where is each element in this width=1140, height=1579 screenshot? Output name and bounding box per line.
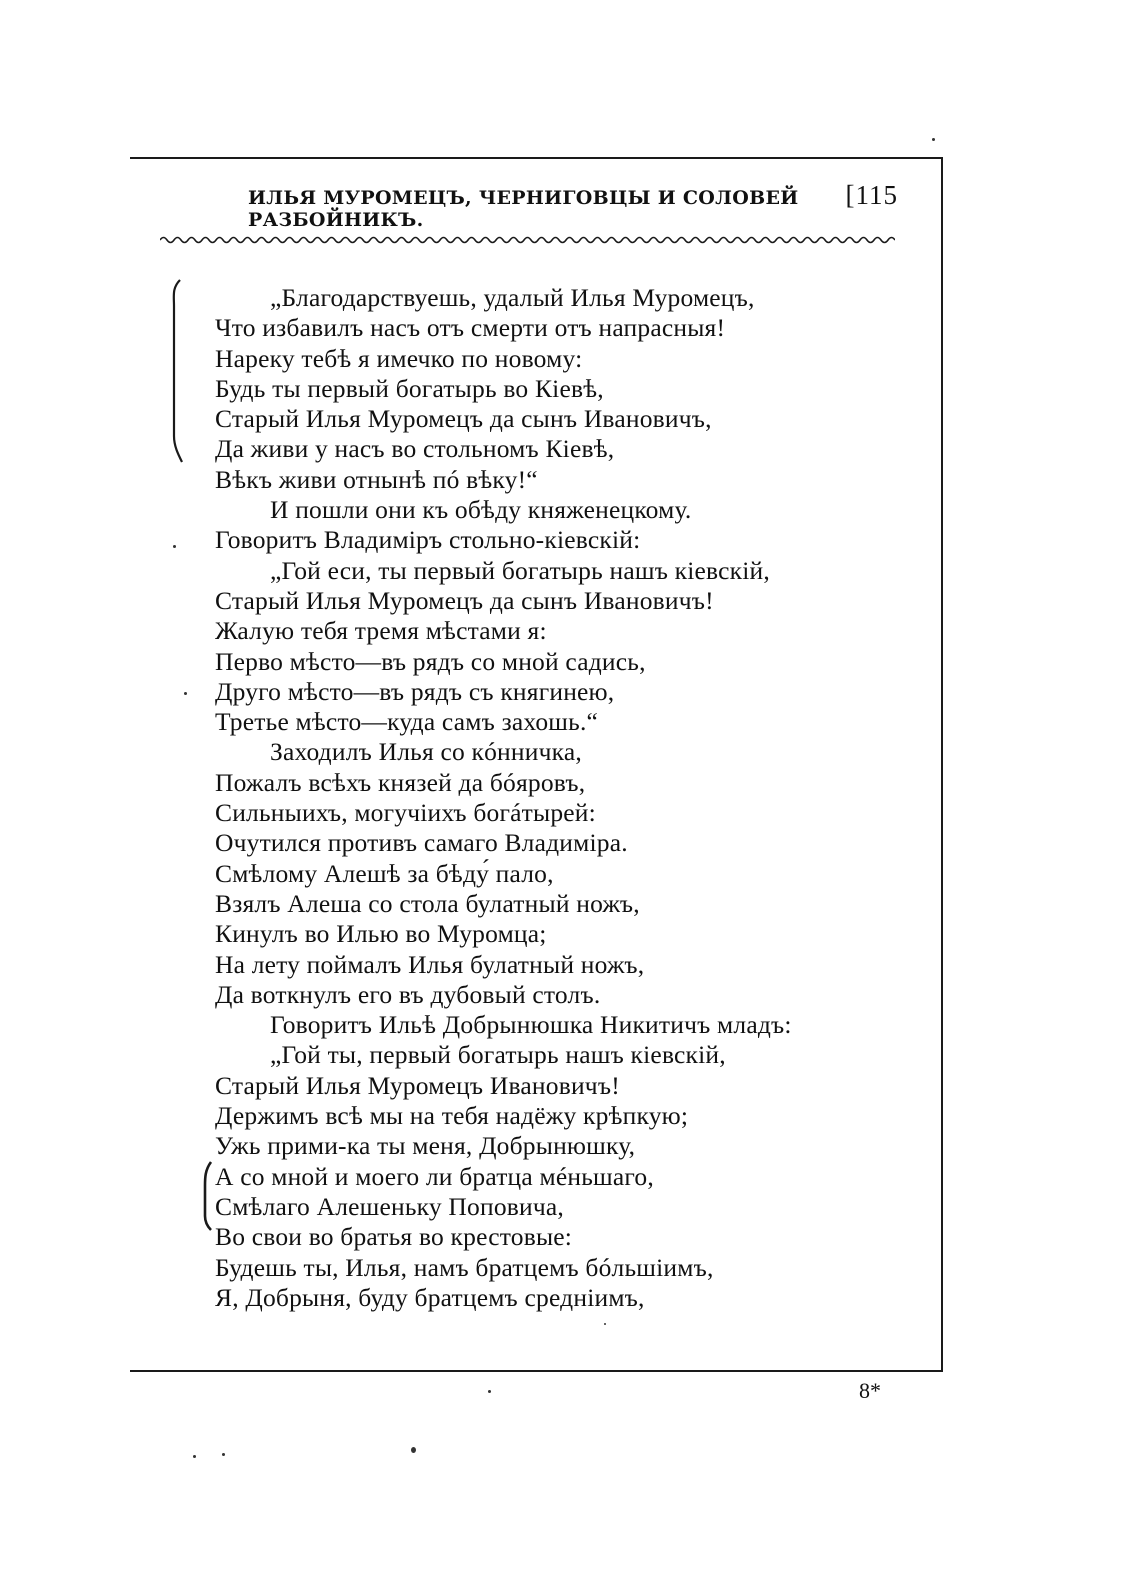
poem-text bbox=[215, 283, 915, 1313]
text-line: Старый Илья Муромецъ Ивановичъ! bbox=[215, 1070, 620, 1100]
running-head bbox=[248, 180, 898, 231]
text-line: Я, Добрыня, буду братцемъ среднiимъ, bbox=[215, 1282, 645, 1312]
text-line: Пожалъ всѣхъ князей да бóяровъ, bbox=[215, 767, 586, 797]
text-line: Друго мѣсто—въ рядъ съ княгинею, bbox=[215, 676, 615, 706]
text-line: Ужь прими-ка ты меня, Добрынюшку, bbox=[215, 1131, 636, 1161]
text-line: На лету поймалъ Илья булатный ножъ, bbox=[215, 949, 645, 979]
signature-mark: 8* bbox=[859, 1378, 881, 1403]
speck bbox=[604, 1323, 606, 1325]
right-rule bbox=[941, 157, 943, 1370]
text-line: Да живи у насъ во стольномъ Кiевѣ, bbox=[215, 434, 615, 464]
text-line: Будь ты первый богатырь во Кiевѣ, bbox=[215, 373, 604, 403]
text-line: Смѣлаго Алешеньку Поповича, bbox=[215, 1191, 564, 1221]
page-number: [115 bbox=[845, 180, 898, 210]
text-line: Будешь ты, Илья, намъ братцемъ бóльшiимъ, bbox=[215, 1252, 714, 1282]
text-line: Заходилъ Илья со кóнничка, bbox=[270, 737, 582, 767]
text-line: Кинулъ во Илью во Муромца; bbox=[215, 919, 547, 949]
text-line: Держимъ всѣ мы на тебя надёжу крѣпкую; bbox=[215, 1101, 689, 1131]
text-line: Взялъ Алеша со стола булатный ножъ, bbox=[215, 888, 640, 918]
decorative-wave-rule bbox=[160, 234, 895, 246]
text-line: Старый Илья Муромецъ да сынъ Ивановичъ! bbox=[215, 585, 714, 615]
text-line: Смѣлому Алешѣ за бѣду́ пало, bbox=[215, 858, 554, 888]
margin-bracket-mark bbox=[166, 276, 190, 466]
text-line: Старый Илья Муромецъ да сынъ Ивановичъ, bbox=[215, 404, 712, 434]
text-line: „Гой еси, ты первый богатырь нашъ кiевскiй, bbox=[270, 555, 770, 585]
text-line: И пошли они къ обѣду княженецкому. bbox=[270, 495, 692, 525]
text-line: Во свои во братья во крестовые: bbox=[215, 1222, 573, 1252]
text-line: Да воткнулъ его въ дубовый столъ. bbox=[215, 979, 601, 1009]
text-line: Перво мѣсто—въ рядъ со мной садись, bbox=[215, 646, 646, 676]
top-rule bbox=[130, 157, 943, 159]
text-line: Нареку тебѣ я имечко по новому: bbox=[215, 343, 583, 373]
speck bbox=[932, 138, 935, 141]
speck bbox=[411, 1447, 416, 1453]
text-line: Что избавилъ насъ отъ смерти отъ напрасныя! bbox=[215, 313, 726, 343]
text-line: Жалую тебя тремя мѣстами я: bbox=[215, 616, 547, 646]
text-line: Очутился противъ самаго Владимiра. bbox=[215, 828, 628, 858]
speck bbox=[193, 1455, 196, 1458]
text-line: Говоритъ Ильѣ Добрынюшка Никитичъ младъ: bbox=[270, 1010, 792, 1040]
text-line: „Гой ты, первый богатырь нашъ кiевскiй, bbox=[270, 1040, 726, 1070]
speck bbox=[222, 1453, 225, 1456]
text-line: А со мной и моего ли братца мéньшаго, bbox=[215, 1161, 654, 1191]
text-line: „Благодарствуешь, удалый Илья Муромецъ, bbox=[270, 283, 755, 312]
speck bbox=[173, 545, 176, 548]
speck bbox=[488, 1390, 491, 1393]
text-line: Вѣкъ живи отнынѣ пó вѣку!“ bbox=[215, 464, 538, 494]
running-title: ИЛЬЯ МУРОМЕЦЪ, ЧЕРНИГОВЦЫ И СОЛОВЕЙ РАЗБОЙНИКЪ. bbox=[248, 187, 799, 231]
text-line: Третье мѣсто—куда самъ захошь.“ bbox=[215, 707, 599, 737]
text-line: Говоритъ Владимiръ стольно-кiевскiй: bbox=[215, 525, 641, 555]
text-line: Сильныихъ, могучiихъ богáтырей: bbox=[215, 798, 596, 828]
speck bbox=[184, 692, 187, 695]
bottom-rule bbox=[130, 1370, 943, 1372]
